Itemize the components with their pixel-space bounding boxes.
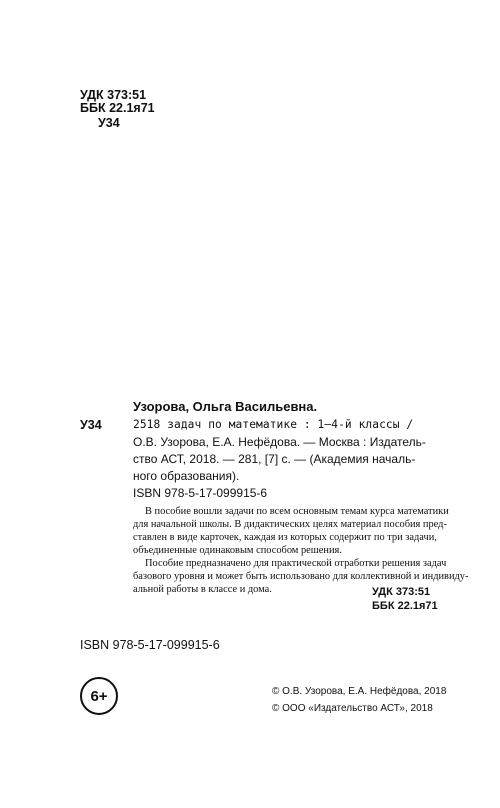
title-line: 2518 задач по математике : 1–4-й классы / [133, 418, 414, 431]
author-name: Узорова, Ольга Васильевна. [133, 399, 318, 414]
annotation-line: объединенные одинаковым способом решения. [133, 545, 342, 556]
title-line: ство АСТ, 2018. — 281, [7] с. — (Академия началь- [133, 452, 416, 466]
bbk-code-top: ББК 22.1я71 [80, 101, 155, 115]
annotation-line: для начальной школы. В дидактических целях материал пособия пред- [133, 519, 447, 530]
isbn-record: ISBN 978-5-17-099915-6 [133, 486, 268, 500]
annotation-line: ставлен в виде карточек, каждая из которых содержит по три задачи, [133, 532, 437, 543]
title-line: О.В. Узорова, Е.А. Нефёдова. — Москва : Издатель- [133, 435, 426, 449]
author-sign-record: У34 [80, 418, 102, 432]
isbn-bottom: ISBN 978-5-17-099915-6 [80, 638, 220, 652]
title-line: ного образования). [133, 469, 240, 483]
annotation-line: В пособие вошли задачи по всем основным темам курса математики [145, 506, 449, 517]
age-rating-label: 6+ [90, 687, 108, 705]
copyright-line: © ООО «Издательство АСТ», 2018 [272, 703, 433, 714]
age-rating-badge [80, 677, 118, 715]
annotation-line: альной работы в классе и дома. [133, 584, 272, 595]
annotation-line: Пособие предназначено для практической отработки решения задач [145, 558, 447, 569]
udk-code-top: УДК 373:51 [80, 88, 147, 102]
bbk-code-bottom: ББК 22.1я71 [372, 600, 438, 612]
annotation-line: базового уровня и может быть использовано для коллективной и индивиду- [133, 571, 469, 582]
author-sign-top: У34 [98, 116, 120, 130]
udk-code-bottom: УДК 373:51 [372, 586, 431, 598]
copyright-line: © О.В. Узорова, Е.А. Нефёдова, 2018 [272, 686, 447, 697]
